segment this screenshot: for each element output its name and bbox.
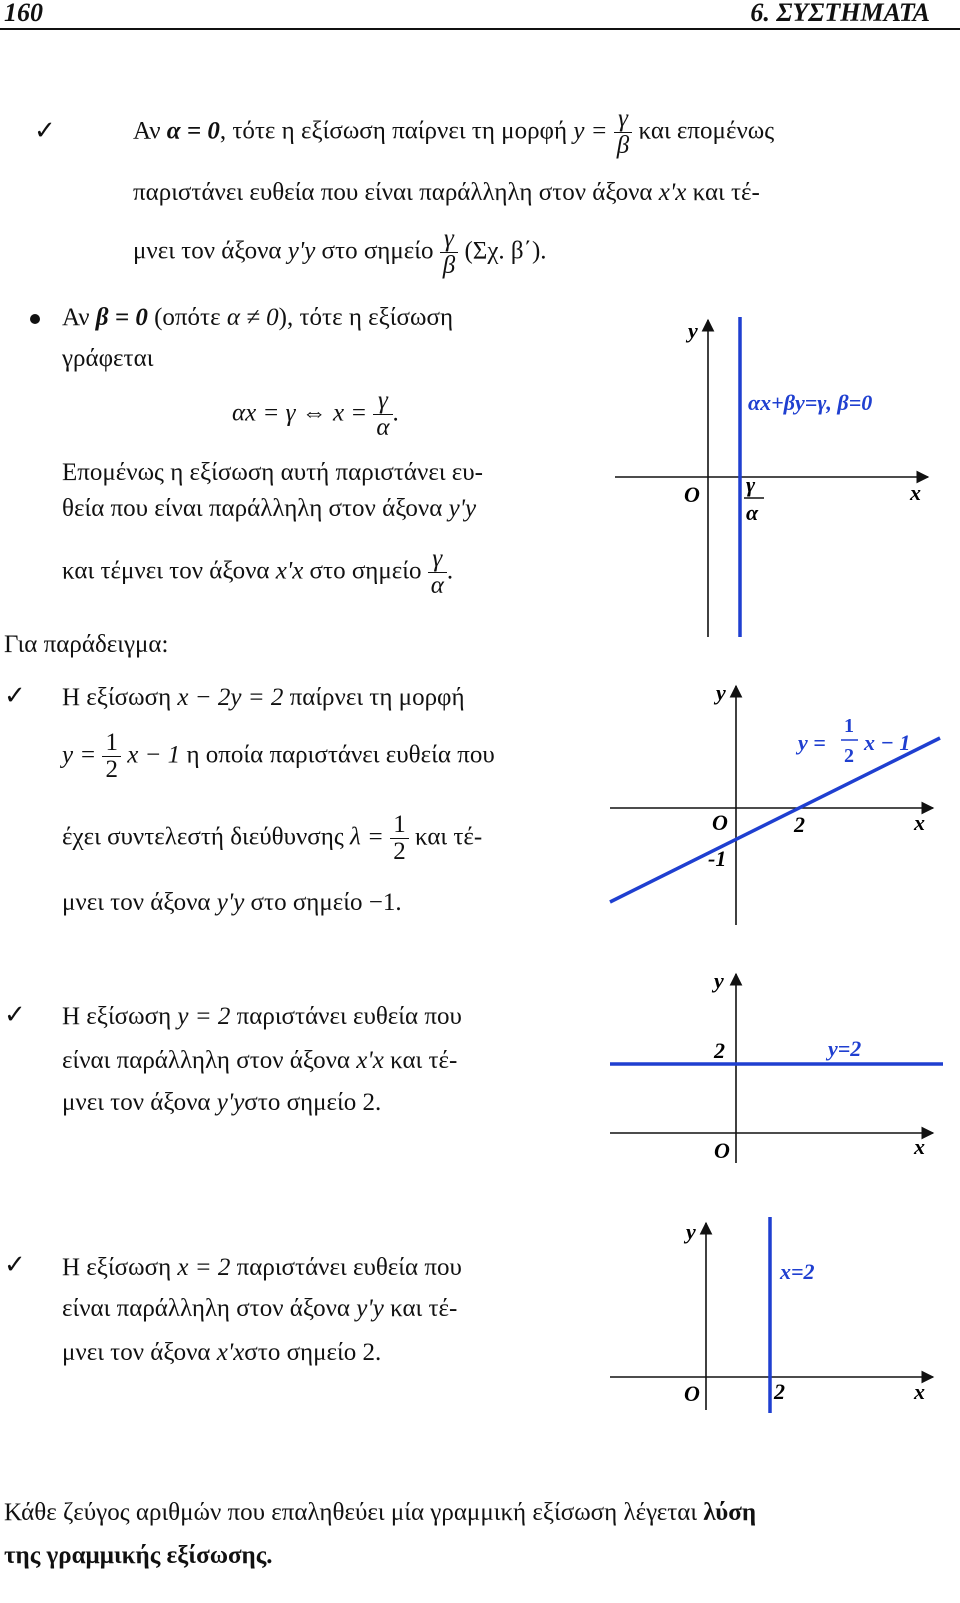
fraction-gamma-beta: $\frac{\gamma}{\beta}$ [614, 106, 632, 160]
line-equation-lhs: y = [798, 730, 826, 755]
footer-line1: Κάθε ζεύγος αριθμών που επαληθεύει μία γραμμική εξίσωση λέγεται λύση [4, 1499, 757, 1526]
figure-line-slope-half [608, 680, 943, 930]
bullet-icon [30, 314, 40, 324]
ex1-line3: έχει συντελεστή διεύθυνσης λ = $\frac{1}{2}$ και τέ- [62, 811, 483, 866]
origin-label: O [684, 1381, 700, 1406]
block2-line2: γράφεται [62, 345, 154, 372]
checkmark-icon: ✓ [4, 681, 26, 711]
line-label: x=2 [780, 1259, 815, 1284]
block1-line1: Αν α = 0, τότε η εξίσωση παίρνει τη μορφή y = $\frac{\gamma}{\beta}$ και επομένως [133, 105, 775, 160]
figure-horizontal-line [608, 968, 943, 1168]
y-axis-label: y [688, 318, 698, 343]
checkmark-icon: ✓ [4, 1250, 26, 1280]
line-equation-num: 1 [844, 715, 854, 737]
ex1-line1: Η εξίσωση x − 2y = 2 παίρνει τη μορφή [62, 684, 465, 711]
x-axis-label: x [914, 1379, 925, 1404]
block2-line4: θεία που είναι παράλληλη στον άξονα y'y [62, 495, 477, 522]
page-number: 160 [4, 0, 43, 27]
tick-x-2: 2 [794, 812, 805, 837]
block2-equation: αx = γ ⇔ x = $\frac{\gamma}{\alpha}$ . [232, 387, 399, 442]
block2-line3: Επομένως η εξίσωση αυτή παριστάνει ευ- [62, 459, 483, 486]
ex3-line3: μνει τον άξονα x'xστο σημείο 2. [62, 1339, 382, 1366]
example-label: Για παράδειγμα: [4, 631, 169, 658]
ex2-line2: είναι παράλληλη στον άξονα x'x και τέ- [62, 1047, 458, 1074]
y-axis-label: y [716, 680, 726, 705]
line-label: αx+βy=γ, β=0 [748, 390, 873, 415]
line-label: y=2 [828, 1036, 862, 1061]
fraction-one-half-2: $\frac{1}{2}$ [390, 812, 409, 866]
fraction-gamma-beta-2: $\frac{\gamma}{\beta}$ [440, 226, 458, 280]
tick-y-2: 2 [714, 1038, 725, 1063]
ex3-line2: είναι παράλληλη στον άξονα y'y και τέ- [62, 1295, 458, 1322]
intercept-numerator: γ [746, 472, 756, 497]
ex1-line2: y = $\frac{1}{2}$ x − 1 η οποία παριστάνει ευθεία που [62, 729, 495, 784]
figure-vertical-line-beta-zero [610, 312, 940, 642]
checkmark-icon: ✓ [4, 1000, 26, 1030]
ex2-line3: μνει τον άξονα y'yστο σημείο 2. [62, 1089, 382, 1116]
figure-vertical-line-x2 [608, 1215, 943, 1415]
tick-y-minus1: -1 [708, 846, 727, 871]
ex1-line4: μνει τον άξονα y'y στο σημείο −1. [62, 889, 402, 916]
block2-line5: και τέμνει τον άξονα x'x στο σημείο $\frac{\gamma}{\alpha}$ . [62, 545, 454, 600]
fraction-gamma-alpha: $\frac{\gamma}{\alpha}$ [373, 388, 392, 442]
origin-label: O [684, 482, 700, 507]
origin-label: O [714, 1138, 730, 1163]
fraction-one-half: $\frac{1}{2}$ [102, 730, 121, 784]
fraction-gamma-alpha-2: $\frac{\gamma}{\alpha}$ [428, 546, 447, 600]
line-equation-rhs: x − 1 [864, 730, 911, 755]
line-equation-den: 2 [844, 745, 854, 767]
origin-label: O [712, 810, 728, 835]
x-axis-label: x [910, 480, 921, 505]
ex3-line1: Η εξίσωση x = 2 παριστάνει ευθεία που [62, 1254, 462, 1281]
block1-line3: μνει τον άξονα y'y στο σημείο $\frac{\gamma}{\beta}$ (Σχ. β΄). [133, 225, 547, 280]
tick-x-2: 2 [774, 1379, 785, 1404]
footer-line2: της γραμμικής εξίσωσης. [4, 1542, 273, 1569]
x-axis-label: x [914, 810, 925, 835]
chapter-title: 6. ΣΥΣΤΗΜΑΤΑ [750, 0, 930, 27]
y-axis-label: y [686, 1219, 696, 1244]
y-axis-label: y [714, 968, 724, 993]
block1-line2: παριστάνει ευθεία που είναι παράλληλη στον άξονα x'x και τέ- [133, 179, 760, 206]
ex2-line1: Η εξίσωση y = 2 παριστάνει ευθεία που [62, 1003, 462, 1030]
sloped-line [610, 738, 940, 902]
header-rule [0, 28, 960, 30]
block2-line1: Αν β = 0 (οπότε α ≠ 0), τότε η εξίσωση [62, 304, 454, 331]
checkmark-icon: ✓ [34, 116, 56, 146]
intercept-denominator: α [746, 500, 759, 525]
x-axis-label: x [914, 1134, 925, 1159]
